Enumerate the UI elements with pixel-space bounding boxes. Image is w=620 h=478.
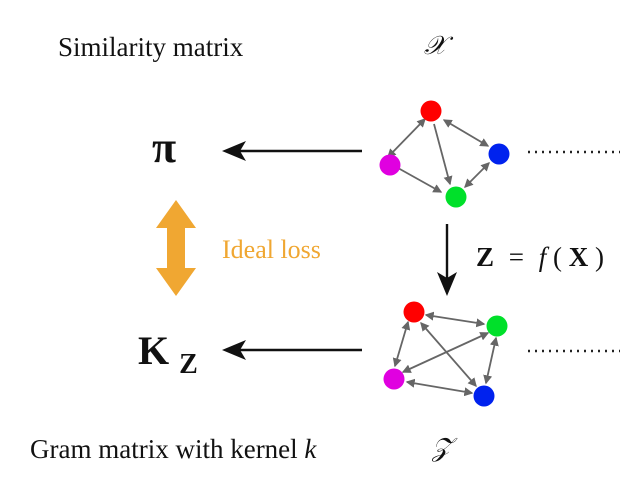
bottom-edge-magenta-green [403,333,488,372]
arrow-graph-to-pi [222,141,362,161]
arrow-graph-to-kz [222,340,362,360]
gram-matrix-text: Gram matrix with kernel [30,434,305,464]
pi-symbol: π [152,123,177,172]
k-z-symbol [138,328,198,380]
top-node-blue [489,144,510,165]
transform-x: X [568,242,589,272]
similarity-matrix-label: Similarity matrix [58,32,244,62]
gram-matrix-label [30,434,317,464]
bottom-edge-green-blue [486,338,496,383]
top-node-red [421,101,442,122]
kernel-k-symbol: k [304,434,317,464]
top-edge-red-blue [444,120,488,146]
bottom-node-green [487,316,508,337]
top-edge-red-green [434,124,450,184]
bottom-node-magenta [384,369,405,390]
set-x-symbol: 𝒳 [424,31,447,60]
ideal-loss-label: Ideal loss [222,235,321,264]
transform-equation [476,242,604,272]
arrow-transform-down [437,224,457,296]
top-graph-edges [388,119,489,192]
k-subscript: Z [179,349,198,380]
k-letter: K [138,328,170,373]
top-graph-nodes [380,101,510,208]
bottom-edge-red-green [426,315,484,324]
ideal-loss-double-arrow [156,200,196,296]
transform-eq: = [508,242,524,272]
bottom-edge-red-magenta [395,322,408,366]
top-node-magenta [380,155,401,176]
bottom-node-blue [474,386,495,407]
bottom-node-red [404,302,425,323]
transform-z: Z [476,242,495,272]
transform-f: f [538,242,547,272]
transform-paren-close: ) [595,242,605,272]
top-node-green [446,187,467,208]
top-edge-magenta-green [398,168,441,192]
top-edge-red-magenta [388,119,425,157]
top-edge-blue-green [465,163,489,187]
bottom-graph-edges [395,315,496,393]
bottom-edge-magenta-blue [407,382,472,393]
bottom-edge-red-blue [421,323,476,386]
set-z-symbol: 𝒵 [432,433,452,462]
transform-paren-open: ( [553,242,563,272]
